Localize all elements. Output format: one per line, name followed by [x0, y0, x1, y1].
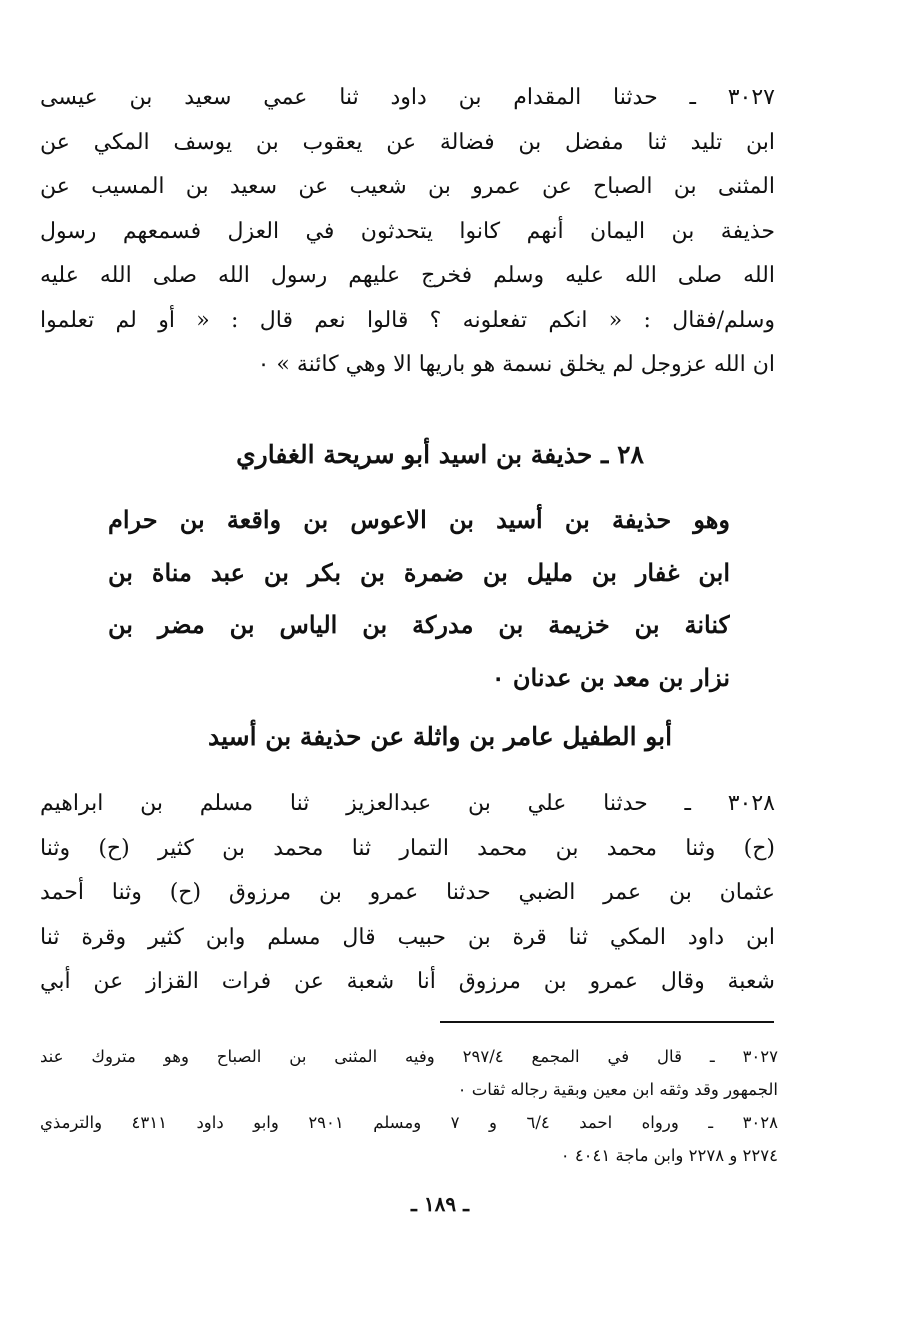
text-line: الله صلى الله عليه وسلم فخرج عليهم رسول الله صلى الله عليه [40, 263, 775, 288]
footnote-line: الجمهور وقد وثقه ابن معين وبقية رجاله ثقات ٠ [457, 1080, 778, 1099]
hadith-3028 [40, 782, 775, 1005]
lineage-paragraph [108, 494, 730, 704]
text-line: ابن غفار بن مليل بن ضمرة بن بكر بن عبد مناة بن [108, 557, 730, 587]
text-line: ابن داود المكي ثنا قرة بن حبيب قال مسلم وابن كثير وقرة ثنا [40, 924, 775, 950]
text-line: نزار بن معد بن عدنان ٠ [491, 662, 730, 692]
text-line: (ح) وثنا محمد بن محمد التمار ثنا محمد بن كثير (ح) وثنا [40, 835, 775, 861]
text-line: ٣٠٢٨ ـ حدثنا علي بن عبدالعزيز ثنا مسلم بن ابراهيم [40, 791, 775, 816]
footnote-divider [440, 1021, 774, 1023]
text-line: شعبة وقال عمرو بن مرزوق أنا شعبة عن فرات القزاز عن أبي [40, 969, 775, 994]
text-line: كنانة بن خزيمة بن مدركة بن الياس بن مضر بن [108, 610, 730, 639]
text-line: ان الله عزوجل لم يخلق نسمة هو باريها الا وهي كائنة » ٠ [257, 352, 775, 377]
text-line: المثنى بن الصباح عن عمرو بن شعيب عن سعيد بن المسيب عن [40, 174, 775, 199]
section-heading: ٢٨ ـ حذيفة بن اسيد أبو سريحة الغفاري [236, 440, 644, 469]
sub-heading: أبو الطفيل عامر بن واثلة عن حذيفة بن أسيد [207, 722, 673, 751]
page-number: ـ ١٨٩ ـ [411, 1192, 469, 1216]
text-line: حذيفة بن اليمان أنهم كانوا يتحدثون في العزل فسمعهم رسول [40, 218, 775, 244]
footnote-line: ٣٠٢٧ ـ قال في المجمع ٢٩٧/٤ وفيه المثنى بن الصباح وهو متروك عند [40, 1047, 778, 1066]
text-line: وهو حذيفة بن أسيد بن الاعوس بن واقعة بن حرام [108, 505, 730, 534]
text-line: ابن تليد ثنا مفضل بن فضالة عن يعقوب بن يوسف المكي عن [40, 129, 775, 155]
hadith-3027 [40, 76, 775, 388]
text-line: ٣٠٢٧ ـ حدثنا المقدام بن داود ثنا عمي سعيد بن عيسى [40, 85, 775, 110]
text-line: وسلم/فقال : « انكم تفعلونه ؟ قالوا نعم قال : « أو لم تعلموا [40, 307, 775, 333]
footnotes [40, 1040, 778, 1172]
text-line: عثمان بن عمر الضبي حدثنا عمرو بن مرزوق (ح) وثنا أحمد [40, 880, 775, 905]
footnote-line: ٢٢٧٤ و ٢٢٧٨ وابن ماجة ٤٠٤١ ٠ [560, 1146, 778, 1165]
footnote-line: ٣٠٢٨ ـ ورواه احمد ٦/٤ و ٧ ومسلم ٢٩٠١ وابو داود ٤٣١١ والترمذي [40, 1113, 778, 1132]
